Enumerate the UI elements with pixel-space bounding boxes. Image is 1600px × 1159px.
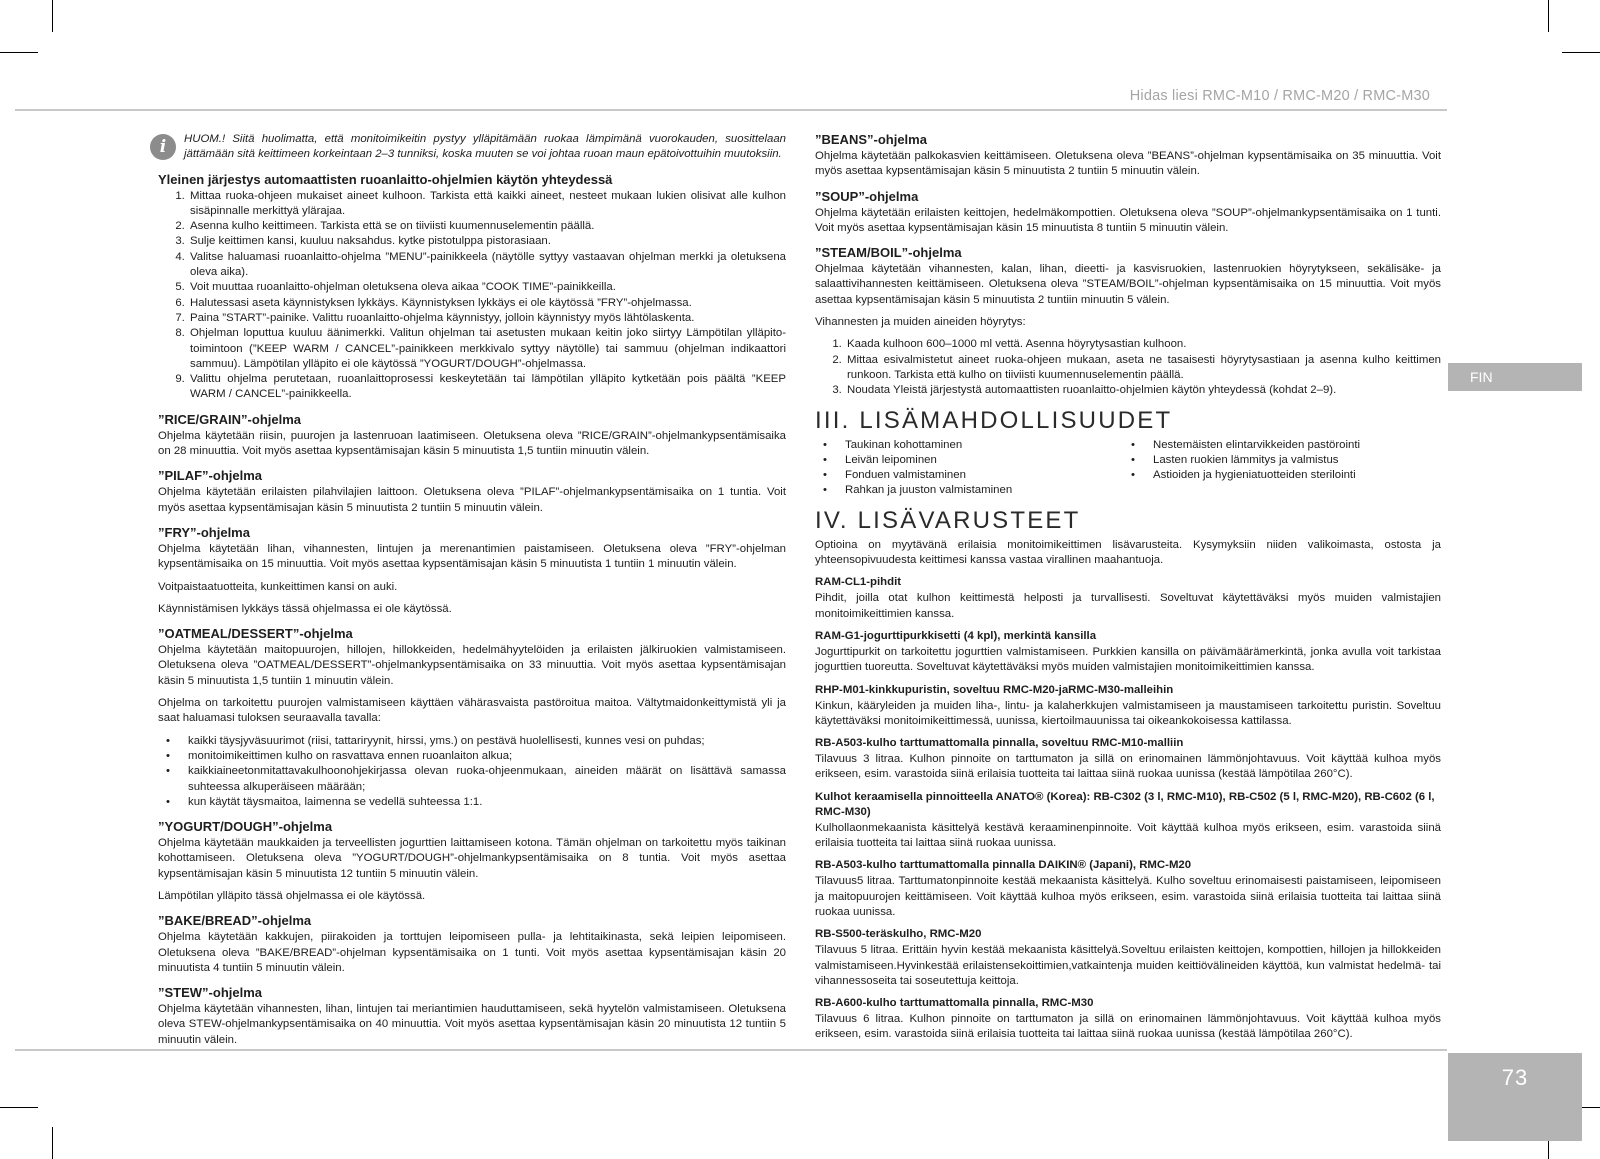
oatmeal-dessert-heading: ”OATMEAL/DESSERT”-ohjelma <box>158 626 353 642</box>
list-item: 2. Mittaa esivalmistetut aineet ruoka-ohjeen mukaan, aseta ne tasaisesti höyrytysastiaan ja asenna kulho keittimen runkoon. Tarkista että kulho on tiiviisti kuumennuselementin päällä. <box>845 353 1441 384</box>
pilaf-text: Ohjelma käytetään erilaisten pilahvilajien laittoon. Oletuksena oleva ”PILAF”-ohjelmankypsentämisaika on 1 tuntia. Voit myös asettaa kypsentämisajan käsin 5 minuutista 2 tuntiin 5 minuutin välein. <box>158 486 786 514</box>
list-item: 3. Noudata Yleistä järjestystä automaattisten ruoanlaitto-ohjelmien käytön yhteydessä (kohdat 2–9). <box>845 383 1441 398</box>
crop-mark <box>0 1107 38 1108</box>
accessory-text: Tilavuus 5 litraa. Erittäin hyvin kestää mekaanista käsittelyä.Soveltuu erilaisten keittojen, kompottien, hillojen ja hillokkeiden valmistamiseen.Hyvinkestää erilaistensekoittimien,vatkaintenja muiden keittiövälineiden käyttöä, kun valmistat hedelmä- tai vihannessoseita tai soseutettuja keittoja. <box>815 944 1441 987</box>
list-item: • Rahkan ja juuston valmistaminen <box>845 483 1133 498</box>
accessory-title: RB-A600-kulho tarttumattomalla pinnalla, RMC-M30 <box>815 997 1094 1010</box>
fry-heading: ”FRY”-ohjelma <box>158 524 250 540</box>
steam-boil-text: Ohjelmaa käytetään vihannesten, kalan, lihan, dieetti- ja kasvisruokien, lastenruokien höyrytykseen, sekälisäke- ja salaattivihannesten keittämiseen. Oletuksena oleva ”STEAM/BOIL”-ohjelman kypsentämisaika on 15 minuuttia. Voit myös asettaa kypsentämisajan käsin 5 minuutista 2 tuntiin minuutin 5 välein. <box>815 263 1441 306</box>
fry-note: Voitpaistaatuotteita, kunkeittimen kansi on auki. <box>158 580 398 593</box>
accessories-intro: Optioina on myytävänä erilaisia monitoimikeittimen lisävarusteita. Kysymyksiin niiden valikoimasta, ostosta ja yhteensopivuudesta keittimesi kanssa vastaa virallinen maahantuoja. <box>815 538 1441 567</box>
features-list <box>815 438 1441 499</box>
list-item: 5. Voit muuttaa ruoanlaitto-ohjelman oletuksena oleva aikaa ”COOK TIME”-painikkeilla. <box>188 280 786 295</box>
oatmeal-dessert-text: Ohjelma käytetään maitopuurojen, hillojen, hillokkeiden, hedelmähyytelöiden ja erilaisten jälkiruokien valmistamiseen. Oletuksena oleva ”OATMEAL/DESSERT”-ohjelmankypsentämisaika on 33 minuuttia. Voit myös asettaa kypsentämisajan käsin 5 minuutista 1,5 tuntiin 1 minuutin välein. <box>158 644 786 687</box>
oatmeal-bullet-list <box>158 734 786 810</box>
accessory-title: RB-S500-teräskulho, RMC-M20 <box>815 928 982 941</box>
list-item: • Lasten ruokien lämmitys ja valmistus <box>1153 453 1441 468</box>
list-item: 9. Valittu ohjelma perutetaan, ruoanlaittoprosessi keskeytetään tai lämpötilan ylläpito kytketään pois päältä ”KEEP WARM / CANCEL”-painikkeella. <box>188 372 786 403</box>
accessory-title: RB-A503-kulho tarttumattomalla pinnalla DAIKIN® (Japani), RMC-M20 <box>815 859 1192 872</box>
running-header: Hidas liesi RMC-M10 / RMC-M20 / RMC-M30 <box>1129 88 1430 104</box>
accessory-text: Tilavuus 6 litraa. Kulhon pinnoite on tarttumaton ja sillä on erinomainen lämmönjohtavuus. Voit käyttää kulhoa myös erikseen, esim. varastoida siinä erilaisia tuotteita tai laittaa siinä ruokaa uunissa (kestää lämpötilaa 260°C). <box>815 1013 1441 1041</box>
soup-heading: ”SOUP”-ohjelma <box>815 188 919 204</box>
section-heading-additional-features: III. LISÄMAHDOLLISUUDET <box>815 406 1173 434</box>
crop-mark <box>52 0 53 32</box>
list-item: 3. Sulje keittimen kansi, kuuluu naksahdus. kytke pistotulppa pistorasiaan. <box>188 234 786 249</box>
list-item: 8. Ohjelman loputtua kuuluu äänimerkki. Valitun ohjelman tai asetusten mukaan keitin joko siirtyy Lämpötilan ylläpito-toimintoon (”KEEP WARM / CANCEL”-painikkeen merkkivalo syttyy näytölle) tai sammuu (ohjelman indikaattori sammuu). Lämpötilan ylläpito ei ole käytössä ”YOGURT/DOUGH”-ohjelmassa. <box>188 326 786 372</box>
language-tab: FIN <box>1448 363 1582 391</box>
bake-bread-heading: ”BAKE/BREAD”-ohjelma <box>158 913 312 929</box>
soup-text: Ohjelma käytetään erilaisten keittojen, hedelmäkompottien. Oletuksena oleva ”SOUP”-ohjelmankypsentämisaika on 1 tunti. Voit myös asettaa kypsentämisajan käsin 15 minuutista 8 tuntiin 5 minuutin välein. <box>815 206 1441 234</box>
bake-bread-text: Ohjelma käytetään kakkujen, piirakoiden ja torttujen leipomiseen pulla- ja lehtitaikinasta, sekä leipien leipomiseen. Oletuksena oleva ”BAKE/BREAD”-ohjelman kypsentämisaika on 1 tunti. Voit myös asettaa kypsentämisajan käsin 20 minuutista 4 tuntiin 5 minuutin välein. <box>158 931 786 974</box>
list-item: • Fonduen valmistaminen <box>845 468 1133 483</box>
list-item: 4. Valitse haluamasi ruoanlaitto-ohjelma ”MENU”-painikkeela (näytölle syttyy vastaavan ohjelman merkki ja oletuksena oleva aika). <box>188 250 786 281</box>
left-column <box>158 132 786 1055</box>
note-text: HUOM.! Siitä huolimatta, että monitoimikeitin pystyy ylläpitämään ruokaa lämpimänä vuorokauden, suosittelaan jättämään sitä keittimeen korkeintaan 2–3 tunniksi, koska muuten se voi johtaa ruoan maun epätoivottuihin muutoksiin. <box>184 133 786 161</box>
info-icon: i <box>150 134 176 160</box>
section-heading-accessories: IV. LISÄVARUSTEET <box>815 506 1081 534</box>
fry-note: Käynnistämisen lykkäys tässä ohjelmassa ei ole käytössä. <box>158 602 452 615</box>
pilaf-heading: ”PILAF”-ohjelma <box>158 468 263 484</box>
list-item: • kaikkiaineetonmitattavakulhoonohjekirjassa olevan ruoka-ohjeenmukaan, aineiden määrät on lisättävä samassa suhteessa alkuperäiseen määrään; <box>188 764 786 795</box>
accessory-title: Kulhot keraamisella pinnoitteella ANATO® (Korea): RB-C302 (3 l, RMC-M10), RB-C502 (5 l, RMC-M20), RB-C602 (6 l, RMC-M30) <box>815 790 1435 818</box>
beans-text: Ohjelma käytetään palkokasvien keittämiseen. Oletuksena oleva ”BEANS”-ohjelman kypsentämisaika on 35 minuuttia. Voit myös asettaa kypsentämisajan käsin 5 minuutista 2 tuntiin 5 minuutin välein. <box>815 150 1441 178</box>
steam-steps-list <box>815 337 1441 398</box>
list-item: 1. Kaada kulhoon 600–1000 ml vettä. Asenna höyrytysastian kulhoon. <box>845 337 1441 352</box>
crop-mark <box>0 52 38 53</box>
crop-mark <box>52 1127 53 1159</box>
yogurt-dough-heading: ”YOGURT/DOUGH”-ohjelma <box>158 819 333 835</box>
crop-mark <box>1562 52 1600 53</box>
general-order-list <box>158 189 786 403</box>
accessory-title: RAM-CL1-pihdit <box>815 576 902 589</box>
steam-intro: Vihannesten ja muiden aineiden höyrytys: <box>815 316 1026 329</box>
list-item: • monitoimikeittimen kulho on rasvattava ennen ruoanlaiton alkua; <box>188 749 786 764</box>
accessory-text: Jogurttipurkit on tarkoitettu jogurttien valmistamiseen. Purkkien kansilla on päivämäärämerkintä, jonka avulla voit tarkistaa jogurttien tuoreutta. Soveltuvat käytettäväksi myös muiden valmistajien monitoimikeittimien kanssa. <box>815 645 1441 674</box>
list-item: • Leivän leipominen <box>845 453 1133 468</box>
stew-heading: ”STEW”-ohjelma <box>158 985 263 1001</box>
list-item: • kun käytät täysmaitoa, laimenna se vedellä suhteessa 1:1. <box>188 795 786 810</box>
accessory-text: Kinkun, kääryleiden ja muiden liha-, lintu- ja kalaherkkujen valmistamiseen ja maustamiseen tarkoitettu puristin. Soveltuu käytettäväksi monitoimikeittimessä, uunissa, kiertoilmauunissa tai oikeankokoisessa kattilassa. <box>815 699 1441 727</box>
general-order-heading: Yleinen järjestys automaattisten ruoanlaitto-ohjelmien käytön yhteydessä <box>158 171 613 187</box>
stew-text: Ohjelma käytetään vihannesten, lihan, lintujen tai meriantimien hauduttamiseen, sekä hyytelön valmistamiseen. Oletuksena oleva STEW-ohjelmankypsentämisaika on 40 minuuttia. Voit myös asettaa kypsentämisajan käsin 20 minuutista 12 tuntiin 5 minuutin välein. <box>158 1003 786 1046</box>
yogurt-dough-text: Ohjelma käytetään maukkaiden ja terveellisten jogurttien laittamiseen kotona. Tämän ohjelman on tarkoitettu myös taikinan kohottamiseen. Oletuksena oleva ”YOGURT/DOUGH”-ohjelmankypsentämisaika on 8 tuntia. Voit myös asettaa kypsentämisajan käsin 5 minuutista 12 tuntiin 5 minuutin välein. <box>158 837 786 880</box>
fry-text: Ohjelma käytetään lihan, vihannesten, lintujen ja merenantimien paistamiseen. Oletuksena oleva ”FRY”-ohjelman kypsentämisaika on 15 minuuttia. Voit myös asettaa kypsentämisajan käsin 5 minuutista 1 tuntiin 1 minuutin välein. <box>158 542 786 571</box>
list-item: 1. Mittaa ruoka-ohjeen mukaiset aineet kulhoon. Tarkista että kaikki aineet, nesteet mukaan lukien olisivat alle kulhon sisäpinnalle merkittyä ylärajaa. <box>188 189 786 220</box>
list-item: • Nestemäisten elintarvikkeiden pastörointi <box>1153 438 1441 453</box>
header-rule <box>15 109 1447 111</box>
accessory-text: Tilavuus 3 litraa. Kulhon pinnoite on tarttumaton ja sillä on erinomainen lämmönjohtavuus. Voit käyttää kulhoa myös erikseen, esim. varastoida siinä erilaisia tuotteita tai laittaa siinä ruokaa uunissa (kestää lämpötilaa 260°C). <box>815 753 1441 781</box>
beans-heading: ”BEANS”-ohjelma <box>815 132 927 147</box>
rice-grain-text: Ohjelma käytetään riisin, puurojen ja lastenruoan laatimiseen. Oletuksena oleva ”RICE/GRAIN”-ohjelmankypsentämisaika on 28 minuuttia. Voit myös asettaa kypsentämisajan käsin 5 minuutista 1,5 tuntiin minuutin välein. <box>158 429 786 458</box>
accessory-text: Tilavuus5 litraa. Tarttumatonpinnoite kestää mekaanista käsittelyä. Kulho soveltuu erinomaisesti paistamiseen, leipomiseen ja maitopuurojen keittämiseen. Voit käyttää kulhoa myös erikseen, esim. varastoida siinä erilaisia tuotteita tai laittaa siinä ruokaa uunissa. <box>815 875 1441 918</box>
list-item: • kaikki täysjyväsuurimot (riisi, tattariryynit, hirssi, yms.) on pestävä huolellisesti, kunnes vesi on puhdas; <box>188 734 786 749</box>
list-item: 6. Halutessasi aseta käynnistyksen lykkäys. Käynnistyksen lykkäys ei ole käytössä ”FRY”-ohjelmassa. <box>188 296 786 311</box>
accessory-text: Kulhollaonmekaanista käsittelyä kestävä keraaminenpinnoite. Voit käyttää kulhoa myös erikseen, esim. varastoida siinä erilaisia tuotteita tai laittaa siinä ruokaa uunissa. <box>815 821 1441 850</box>
accessory-title: RB-A503-kulho tarttumattomalla pinnalla, soveltuu RMC-M10-malliin <box>815 737 1184 750</box>
steam-boil-heading: ”STEAM/BOIL”-ohjelma <box>815 245 962 261</box>
page-number: 73 <box>1448 1053 1582 1141</box>
accessory-text: Pihdit, joilla otat kulhon keittimestä helposti ja turvallisesti. Soveltuvat käytettäväksi myös muiden valmistajien monitoimikeittimien kanssa. <box>815 592 1441 620</box>
oatmeal-dessert-text: Ohjelma on tarkoitettu puurojen valmistamiseen käyttäen vähärasvaista pastöroitua maitoa. Vältytmaidonkeittymistä yli ja saat haluamasi tuloksen seuraavalla tavalla: <box>158 697 786 725</box>
list-item: 2. Asenna kulho keittimeen. Tarkista että se on tiiviisti kuumennuselementin päällä. <box>188 219 786 234</box>
list-item: 7. Paina ”START”-painike. Valittu ruoanlaitto-ohjelma käynnistyy, jolloin käynnistyy myös lähtölaskenta. <box>188 311 786 326</box>
note-box <box>158 132 786 163</box>
list-item: • Taukinan kohottaminen <box>845 438 1133 453</box>
accessory-title: RAM-G1-jogurttipurkkisetti (4 kpl), merkintä kansilla <box>815 629 1097 642</box>
list-item: • Astioiden ja hygieniatuotteiden sterilointi <box>1153 468 1441 483</box>
accessory-title: RHP-M01-kinkkupuristin, soveltuu RMC-M20-jaRMC-M30-malleihin <box>815 683 1174 696</box>
right-column <box>815 132 1441 1050</box>
rice-grain-heading: ”RICE/GRAIN”-ohjelma <box>158 411 302 427</box>
yogurt-dough-note: Lämpötilan ylläpito tässä ohjelmassa ei ole käytössä. <box>158 889 426 902</box>
crop-mark <box>1548 0 1549 32</box>
